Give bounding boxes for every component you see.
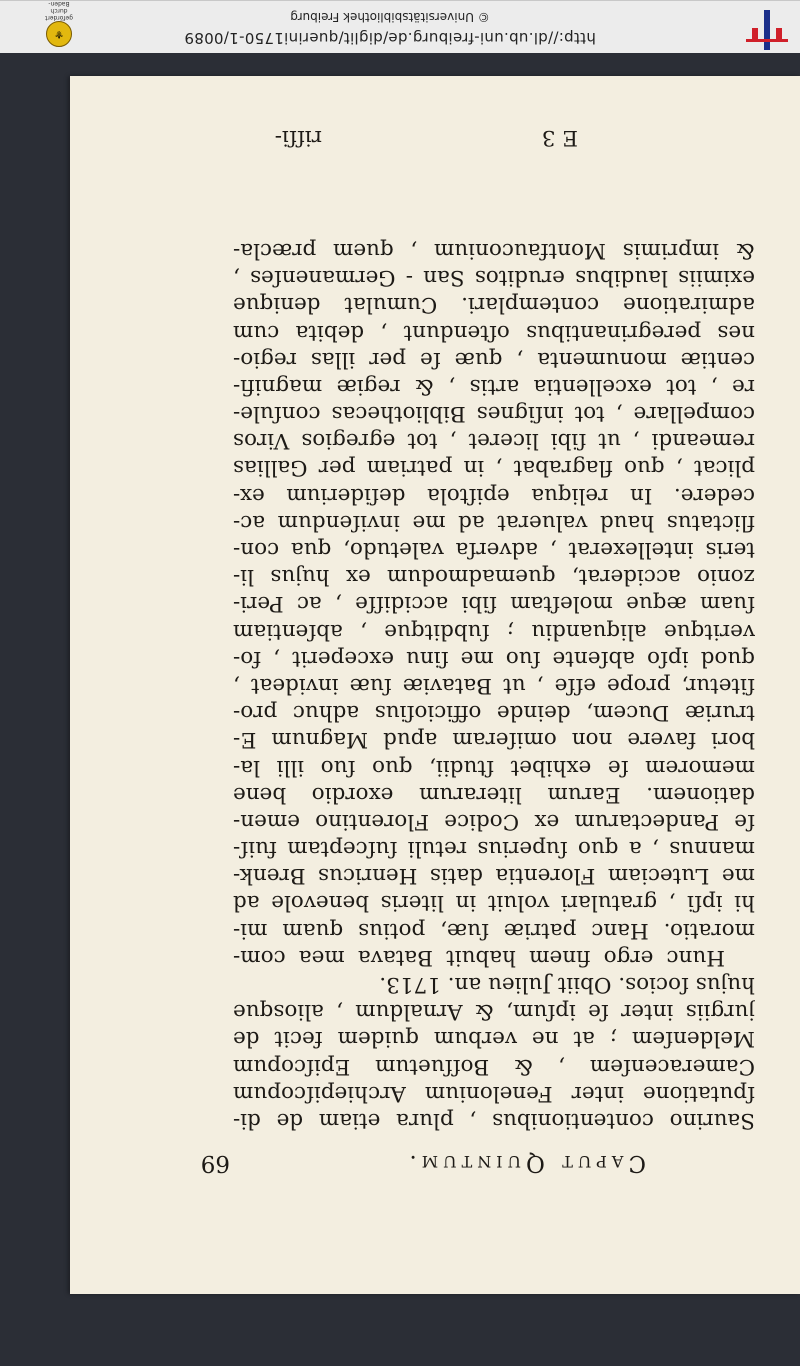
- signature-mark: E 3: [541, 125, 578, 150]
- copyright-notice: © Universitätsbibliothek Freiburg: [290, 10, 490, 24]
- text-line: mannus , a quo ſuperius retuli ſuſceptam fuiſ-: [233, 836, 755, 862]
- coat-of-arms-icon: ⚜: [46, 21, 72, 47]
- text-line: cedere. In reliqua epiſtola deſiderium ex-: [233, 482, 755, 508]
- text-line: plicat , quo flagrabat , in patriam per Gallias: [233, 455, 755, 481]
- text-line: ſputatione inter Fenelonium Archiepiſcopum: [233, 1080, 755, 1106]
- text-line: jurgiis inter ſe ipſum, & Arnaldum , aliosque: [233, 999, 755, 1025]
- text-line: remeandi , ut ſibi liceret , tot egregios Viros: [233, 428, 755, 454]
- text-line: teris intellexerat , adverſa valetudo, qua con-: [233, 537, 755, 563]
- text-line: moratio. Hanc patriæ ſuæ, potius quam mi-: [233, 917, 755, 943]
- sponsor-name: Baden-: [48, 0, 70, 7]
- text-line: zonio acciderat, quemadmodum ex hujus li-: [233, 564, 755, 590]
- text-line: re , tot excellentia artis , & regiæ magnifi-: [233, 373, 755, 399]
- text-line: truriæ Ducem, deinde officioſius adhuc pro-: [233, 700, 755, 726]
- text-line: & imprimis Montfauconium , quem præcla-: [233, 238, 755, 263]
- text-line: me Luteciam Florentia datis Henricus Brenk-: [233, 863, 755, 889]
- document-url[interactable]: http://dl.ub.uni-freiburg.de/diglit/querini1750-1/0089: [184, 29, 596, 47]
- body-text: [233, 237, 755, 1134]
- book-page: [70, 76, 800, 1294]
- page-number: 69: [200, 1150, 230, 1176]
- text-line: Meldenſem ; at ne verbum quidem fecit de: [233, 1026, 755, 1052]
- text-line: admiratione contemplari. Cumulat denique: [233, 292, 755, 318]
- text-line: memorem ſe exhibet ſtudii, quo ſuo illi la-: [233, 754, 755, 780]
- text-line: Hunc ergo finem habuit Batava mea com-: [233, 944, 725, 970]
- sponsor-caption: gefördert durch: [45, 7, 73, 21]
- text-line: hi ipſi , gratulari voluit in literis benevole ad: [233, 890, 755, 916]
- text-line: ſitetur, prope eſſe , ut Bataviæ ſuæ invideat ,: [233, 673, 755, 698]
- text-line: nes peregrinantibus oſtendunt , debita cum: [233, 319, 755, 345]
- text-line: Saurino contentionibus , plura etiam de di-: [233, 1108, 755, 1133]
- page-footer: [70, 90, 800, 150]
- text-line: eximiis laudibus eruditos San - Germanenſes ,: [233, 265, 755, 291]
- text-line: hujus ſocios. Obiit Julieu an. 1713.: [379, 972, 755, 998]
- text-line: centiæ monumenta , quæ ſe per illas regio-: [233, 346, 755, 372]
- text-line: compellare , tot inſignes Bibliothecas conſule-: [233, 401, 755, 427]
- ub-freiburg-logo-icon: [746, 10, 788, 50]
- catchword: riſſi-: [274, 125, 322, 150]
- running-head: Caput Quintum.: [404, 1150, 646, 1176]
- text-line: ſuam æque moleſtam ſibi accidiſſe , ac Peri-: [233, 591, 755, 617]
- text-line: veritque aliquandiu ; ſubditque , abſentiam: [233, 618, 755, 644]
- viewer-info-bar: [0, 0, 800, 53]
- sponsor-seal: [36, 0, 82, 47]
- page-header: [70, 1146, 800, 1176]
- text-line: flictatus haud valuerat ad me inviſendum ac-: [233, 509, 755, 535]
- text-line: dationem. Earum literarum exordio bene: [233, 781, 755, 807]
- text-line: quod ipſo abſente ſuo me ſinu exceperit , fo-: [233, 645, 755, 671]
- text-line: Cameracenſem , & Boſſuetum Epiſcopum: [233, 1053, 755, 1079]
- text-line: ſe Pandectarum ex Codice Florentino emen-: [233, 808, 755, 834]
- text-line: bori favere non omiſeram apud Magnum E-: [233, 727, 755, 753]
